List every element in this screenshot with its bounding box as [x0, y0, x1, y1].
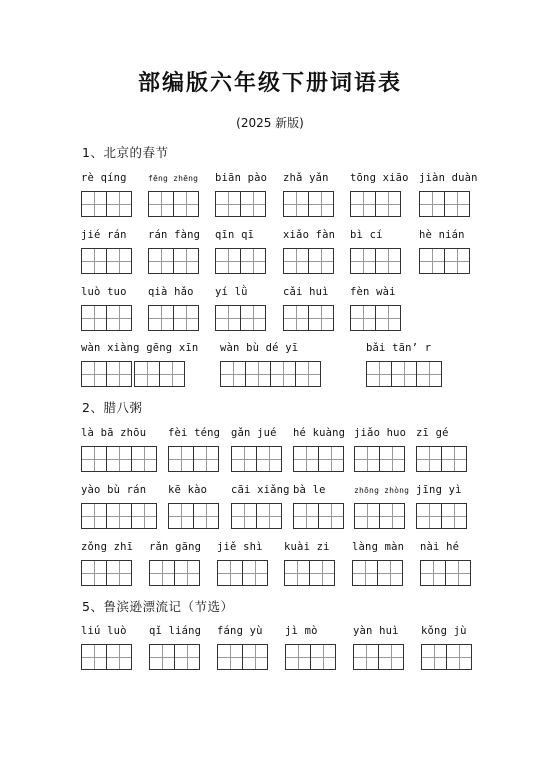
tianzige-box[interactable] — [148, 248, 174, 274]
tianzige-box[interactable] — [193, 446, 219, 472]
tianzige-box[interactable] — [416, 503, 442, 529]
tianzige-box[interactable] — [220, 361, 246, 387]
tianzige-box[interactable] — [350, 191, 376, 217]
tianzige-box[interactable] — [168, 446, 194, 472]
writing-grid[interactable] — [217, 560, 267, 586]
pinyin-label: qīn qī — [215, 229, 255, 241]
tianzige-box[interactable] — [318, 503, 344, 529]
writing-grid[interactable] — [81, 191, 131, 217]
section-heading: 5、鲁滨逊漂流记（节选） — [82, 599, 234, 614]
pinyin-label: hé kuàng — [293, 427, 346, 439]
pinyin-label: cǎi huì — [283, 286, 329, 298]
pinyin-label: fèi téng — [168, 427, 221, 439]
tianzige-box[interactable] — [81, 361, 107, 387]
tianzige-box[interactable] — [318, 446, 344, 472]
pinyin-label: biān pào — [215, 172, 268, 184]
tianzige-box[interactable] — [217, 644, 243, 670]
pinyin-label: rè qíng — [81, 172, 127, 184]
writing-grid[interactable] — [215, 305, 265, 331]
tianzige-box[interactable] — [81, 503, 107, 529]
writing-grid[interactable] — [350, 248, 400, 274]
tianzige-box[interactable] — [350, 248, 376, 274]
tianzige-box[interactable] — [366, 361, 392, 387]
tianzige-box[interactable] — [81, 248, 107, 274]
tianzige-box[interactable] — [375, 191, 401, 217]
tianzige-box[interactable] — [106, 248, 132, 274]
page-subtitle: (2025 新版) — [236, 116, 304, 130]
writing-grid[interactable] — [81, 503, 156, 529]
writing-grid[interactable] — [350, 191, 400, 217]
tianzige-box[interactable] — [245, 361, 271, 387]
tianzige-box[interactable] — [215, 191, 241, 217]
tianzige-box[interactable] — [375, 248, 401, 274]
pinyin-label: liú luò — [81, 625, 127, 637]
pinyin-label: jiě shì — [217, 541, 263, 553]
tianzige-box[interactable] — [284, 560, 310, 586]
tianzige-box[interactable] — [81, 644, 107, 670]
pinyin-label: zǒng zhī — [81, 541, 134, 553]
tianzige-box[interactable] — [420, 560, 446, 586]
writing-grid[interactable] — [353, 644, 403, 670]
tianzige-box[interactable] — [231, 503, 257, 529]
tianzige-box[interactable] — [441, 503, 467, 529]
tianzige-box[interactable] — [375, 305, 401, 331]
writing-grid[interactable] — [149, 560, 199, 586]
tianzige-box[interactable] — [240, 191, 266, 217]
tianzige-box[interactable] — [308, 191, 334, 217]
writing-grid[interactable] — [350, 305, 400, 331]
pinyin-label: tōng xiāo — [350, 172, 409, 184]
writing-grid[interactable] — [293, 503, 343, 529]
writing-grid[interactable] — [366, 361, 441, 387]
tianzige-box[interactable] — [416, 446, 442, 472]
tianzige-box[interactable] — [231, 446, 257, 472]
writing-grid[interactable] — [419, 191, 469, 217]
pinyin-label: zī gé — [416, 427, 449, 439]
pinyin-label: zhōng zhòng — [354, 486, 410, 495]
writing-grid[interactable] — [81, 361, 184, 387]
pinyin-label: gǎn jué — [231, 427, 277, 439]
tianzige-box[interactable] — [379, 446, 405, 472]
tianzige-box[interactable] — [134, 361, 160, 387]
writing-grid[interactable] — [81, 644, 131, 670]
tianzige-box[interactable] — [193, 503, 219, 529]
tianzige-box[interactable] — [295, 361, 321, 387]
tianzige-box[interactable] — [444, 191, 470, 217]
tianzige-box[interactable] — [446, 644, 472, 670]
tianzige-box[interactable] — [379, 503, 405, 529]
pinyin-label: wàn xiàng gēng xīn — [81, 342, 199, 354]
writing-grid[interactable] — [416, 503, 466, 529]
tianzige-box[interactable] — [308, 248, 334, 274]
tianzige-box[interactable] — [106, 191, 132, 217]
pinyin-label: fēng zhēng — [148, 174, 199, 183]
pinyin-label: jiàn duàn — [419, 172, 478, 184]
tianzige-box[interactable] — [106, 644, 132, 670]
writing-grid[interactable] — [419, 248, 469, 274]
pinyin-label: nài hé — [420, 541, 460, 553]
pinyin-label: kē kào — [168, 484, 208, 496]
pinyin-label: là bā zhōu — [81, 427, 147, 439]
writing-grid[interactable] — [231, 503, 281, 529]
writing-grid[interactable] — [168, 503, 218, 529]
writing-grid[interactable] — [421, 644, 471, 670]
pinyin-label: yào bù rán — [81, 484, 147, 496]
writing-grid[interactable] — [215, 191, 265, 217]
tianzige-box[interactable] — [81, 446, 107, 472]
writing-grid[interactable] — [149, 644, 199, 670]
pinyin-label: jì mò — [285, 625, 318, 637]
tianzige-box[interactable] — [131, 503, 157, 529]
pinyin-label: bì cí — [350, 229, 383, 241]
tianzige-box[interactable] — [391, 361, 417, 387]
tianzige-box[interactable] — [285, 644, 311, 670]
tianzige-box[interactable] — [377, 560, 403, 586]
pinyin-label: xiǎo fàn — [283, 229, 336, 241]
tianzige-box[interactable] — [174, 644, 200, 670]
tianzige-box[interactable] — [416, 361, 442, 387]
writing-grid[interactable] — [220, 361, 320, 387]
tianzige-box[interactable] — [173, 248, 199, 274]
pinyin-label: luò tuo — [81, 286, 127, 298]
writing-grid[interactable] — [420, 560, 470, 586]
tianzige-box[interactable] — [242, 560, 268, 586]
tianzige-box[interactable] — [131, 446, 157, 472]
tianzige-box[interactable] — [283, 305, 309, 331]
pinyin-label: fáng yù — [217, 625, 263, 637]
pinyin-label: yàn huì — [353, 625, 399, 637]
tianzige-box[interactable] — [352, 560, 378, 586]
writing-grid[interactable] — [81, 248, 131, 274]
section-heading: 1、北京的春节 — [82, 145, 169, 160]
tianzige-box[interactable] — [441, 446, 467, 472]
tianzige-box[interactable] — [149, 560, 175, 586]
pinyin-label: zhǎ yǎn — [283, 172, 329, 184]
writing-grid[interactable] — [283, 191, 333, 217]
tianzige-box[interactable] — [309, 560, 335, 586]
tianzige-box[interactable] — [106, 560, 132, 586]
tianzige-box[interactable] — [81, 191, 107, 217]
writing-grid[interactable] — [148, 191, 198, 217]
writing-grid[interactable] — [354, 446, 404, 472]
tianzige-box[interactable] — [173, 305, 199, 331]
pinyin-label: kuài zi — [284, 541, 330, 553]
writing-grid[interactable] — [148, 305, 198, 331]
pinyin-label: rán fàng — [148, 229, 201, 241]
tianzige-box[interactable] — [106, 361, 132, 387]
tianzige-box[interactable] — [148, 305, 174, 331]
tianzige-box[interactable] — [106, 503, 132, 529]
tianzige-box[interactable] — [81, 560, 107, 586]
tianzige-box[interactable] — [217, 560, 243, 586]
pinyin-label: qǐ liáng — [149, 625, 202, 637]
tianzige-box[interactable] — [149, 644, 175, 670]
pinyin-label: fèn wài — [350, 286, 396, 298]
tianzige-box[interactable] — [256, 446, 282, 472]
tianzige-box[interactable] — [283, 248, 309, 274]
page-title: 部编版六年级下册词语表 — [137, 71, 402, 96]
pinyin-label: jīng yì — [416, 484, 462, 496]
pinyin-label: bà le — [293, 484, 326, 496]
tianzige-box[interactable] — [168, 503, 194, 529]
tianzige-box[interactable] — [308, 305, 334, 331]
tianzige-box[interactable] — [81, 305, 107, 331]
tianzige-box[interactable] — [353, 644, 379, 670]
writing-grid[interactable] — [352, 560, 402, 586]
tianzige-box[interactable] — [240, 305, 266, 331]
writing-grid[interactable] — [81, 305, 131, 331]
tianzige-box[interactable] — [270, 361, 296, 387]
pinyin-label: rǎn gāng — [149, 541, 202, 553]
tianzige-box[interactable] — [242, 644, 268, 670]
writing-grid[interactable] — [283, 305, 333, 331]
writing-grid[interactable] — [81, 560, 131, 586]
tianzige-box[interactable] — [354, 446, 380, 472]
pinyin-label: yí lǜ — [215, 286, 248, 298]
writing-grid[interactable] — [416, 446, 466, 472]
tianzige-box[interactable] — [173, 191, 199, 217]
tianzige-box[interactable] — [419, 248, 445, 274]
tianzige-box[interactable] — [148, 191, 174, 217]
writing-grid[interactable] — [215, 248, 265, 274]
writing-grid[interactable] — [284, 560, 334, 586]
writing-grid[interactable] — [217, 644, 267, 670]
tianzige-box[interactable] — [283, 191, 309, 217]
pinyin-label: jiǎo huo — [354, 427, 407, 439]
tianzige-box[interactable] — [106, 446, 132, 472]
pinyin-label: kǒng jù — [421, 625, 467, 637]
tianzige-box[interactable] — [215, 248, 241, 274]
tianzige-box[interactable] — [310, 644, 336, 670]
tianzige-box[interactable] — [378, 644, 404, 670]
pinyin-label: wàn bù dé yī — [220, 342, 299, 354]
tianzige-box[interactable] — [419, 191, 445, 217]
pinyin-label: jié rán — [81, 229, 127, 241]
tianzige-box[interactable] — [444, 248, 470, 274]
writing-grid[interactable] — [81, 446, 156, 472]
pinyin-label: cāi xiǎng — [231, 484, 290, 496]
tianzige-box[interactable] — [159, 361, 185, 387]
tianzige-box[interactable] — [350, 305, 376, 331]
writing-grid[interactable] — [285, 644, 335, 670]
pinyin-label: làng màn — [352, 541, 405, 553]
writing-grid[interactable] — [354, 503, 404, 529]
section-heading: 2、腊八粥 — [82, 400, 143, 415]
tianzige-box[interactable] — [174, 560, 200, 586]
tianzige-box[interactable] — [445, 560, 471, 586]
writing-grid[interactable] — [283, 248, 333, 274]
tianzige-box[interactable] — [421, 644, 447, 670]
pinyin-label: hè nián — [419, 229, 465, 241]
tianzige-box[interactable] — [215, 305, 241, 331]
writing-grid[interactable] — [148, 248, 198, 274]
tianzige-box[interactable] — [256, 503, 282, 529]
tianzige-box[interactable] — [240, 248, 266, 274]
writing-grid[interactable] — [293, 446, 343, 472]
tianzige-box[interactable] — [354, 503, 380, 529]
writing-grid[interactable] — [168, 446, 218, 472]
writing-grid[interactable] — [231, 446, 281, 472]
tianzige-box[interactable] — [293, 446, 319, 472]
tianzige-box[interactable] — [293, 503, 319, 529]
pinyin-label: bǎi tān’ r — [366, 342, 432, 354]
tianzige-box[interactable] — [106, 305, 132, 331]
pinyin-label: qià hǎo — [148, 286, 194, 298]
